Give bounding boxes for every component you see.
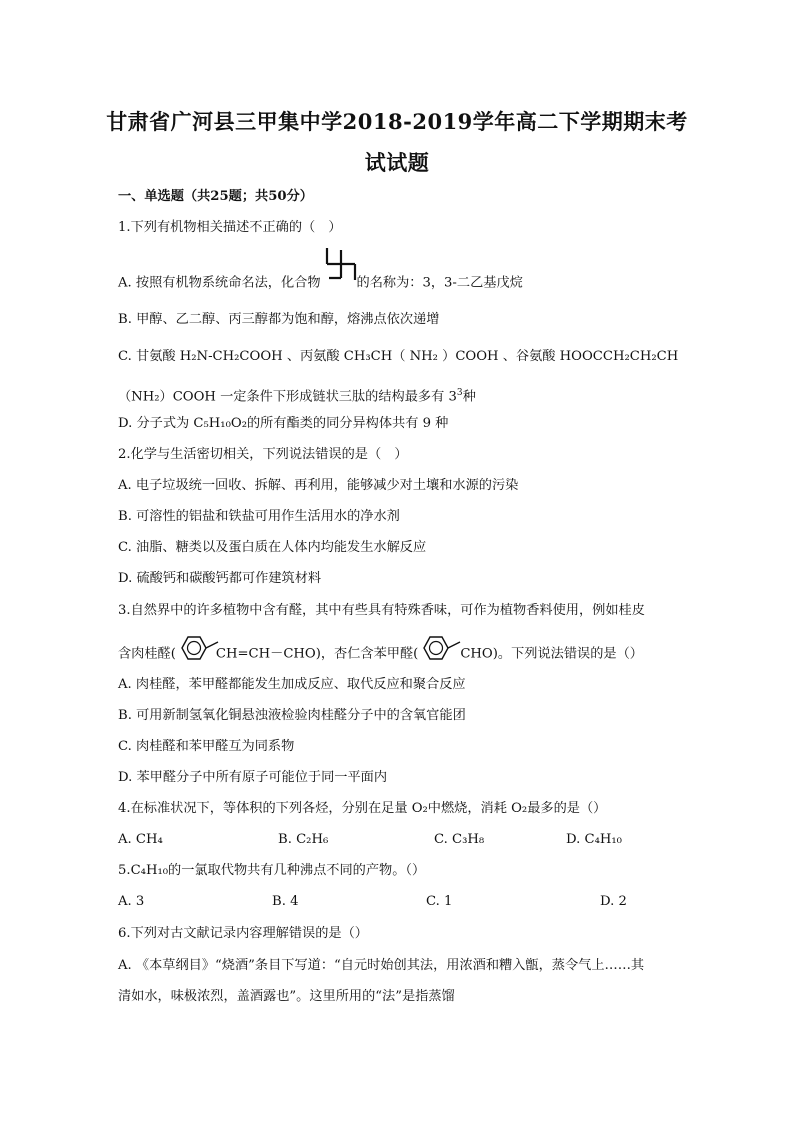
title-line-1: 甘肃省广河县三甲集中学2018-2019学年高二下学期期末考 <box>106 109 688 134</box>
stem-text: 含肉桂醛( <box>118 646 176 662</box>
option-c-text: （NH₂）COOH 一定条件下形成链状三肽的结构最多有 3 <box>118 389 457 405</box>
option-c-text-end: 种 <box>462 389 476 405</box>
option-a: A. 电子垃圾统一回收、拆解、再利用，能够减少对土壤和水源的污染 <box>118 478 519 493</box>
option-d: D. C₄H₁₀ <box>566 832 622 847</box>
question-stem: 5.C₄H₁₀的一氯取代物共有几种沸点不同的产物。（） <box>118 863 426 878</box>
option-c: C. 肉桂醛和苯甲醛互为同系物 <box>118 739 295 754</box>
option-b: B. C₂H₆ <box>278 832 329 847</box>
option-b: B. 4 <box>272 894 299 909</box>
option-a: A. 3 <box>118 894 145 909</box>
option-b: B. 可溶性的铝盐和铁盐可用作生活用水的净水剂 <box>118 509 400 524</box>
option-c: C. 1 <box>426 894 453 909</box>
option-a-line-1: A. 《本草纲目》“烧酒”条目下写道：“自元时始创其法，用浓酒和糟入甑，蒸令气上……其 <box>118 958 645 973</box>
option-a-line-2: 清如水，味极浓烈，盖酒露也”。这里所用的“法”是指蒸馏 <box>118 989 455 1004</box>
option-d: D. 苯甲醛分子中所有原子可能位于同一平面内 <box>118 770 388 785</box>
question-stem: 6.下列对古文献记录内容理解错误的是（） <box>118 926 368 941</box>
option-c: C. C₃H₈ <box>434 832 485 847</box>
option-a <box>118 274 688 293</box>
question-stem: 1.下列有机物相关描述不正确的（ ） <box>118 220 342 235</box>
option-d: D. 分子式为 C₅H₁₀O₂的所有酯类的同分异构体共有 9 种 <box>118 416 449 431</box>
option-b: B. 甲醇、乙二醇、丙三醇都为饱和醇，熔沸点依次递增 <box>118 312 440 327</box>
section-heading: 一、单选题（共25题；共50分） <box>118 189 313 204</box>
option-c-line-2 <box>118 384 688 406</box>
option-d: D. 2 <box>600 894 627 909</box>
benzene-ring-icon <box>176 645 216 663</box>
option-text-end: 的名称为：3，3-二乙基戊烷 <box>356 275 523 291</box>
question-stem: 4.在标准状况下，等体积的下列各烃，分别在足量 O₂中燃烧，消耗 O₂最多的是（） <box>118 801 607 816</box>
option-a: A. 肉桂醛，苯甲醛都能发生加成反应、取代反应和聚合反应 <box>118 677 466 692</box>
option-a: A. CH₄ <box>118 832 163 847</box>
skeletal-structure-icon <box>321 274 357 292</box>
option-c: C. 油脂、糖类以及蛋白质在人体内均能发生水解反应 <box>118 540 427 555</box>
option-text: A. 按照有机物系统命名法，化合物 <box>118 275 321 291</box>
question-stem-line-1: 3.自然界中的许多植物中含有醛，其中有些具有特殊香味，可作为植物香料使用，例如桂皮 <box>118 603 645 618</box>
stem-text-end: CHO)。下列说法错误的是（） <box>460 646 643 662</box>
question-stem-line-2 <box>118 645 688 664</box>
option-c-line-1: C. 甘氨酸 H₂N-CH₂COOH 、丙氨酸 CH₃CH（ NH₂ ）COOH 、谷氨酸 HOOCCH₂CH₂CH <box>118 349 679 364</box>
option-d: D. 硫酸钙和碳酸钙都可作建筑材料 <box>118 571 322 586</box>
stem-text-middle: CH=CH－CHO)，杏仁含苯甲醛( <box>215 646 419 662</box>
exponent: 3 <box>456 388 463 398</box>
question-stem: 2.化学与生活密切相关，下列说法错误的是（ ） <box>118 447 408 462</box>
title-line-2: 试试题 <box>364 150 430 175</box>
benzene-ring-icon <box>418 645 460 663</box>
option-b: B. 可用新制氢氧化铜悬浊液检验肉桂醛分子中的含氧官能团 <box>118 708 466 723</box>
